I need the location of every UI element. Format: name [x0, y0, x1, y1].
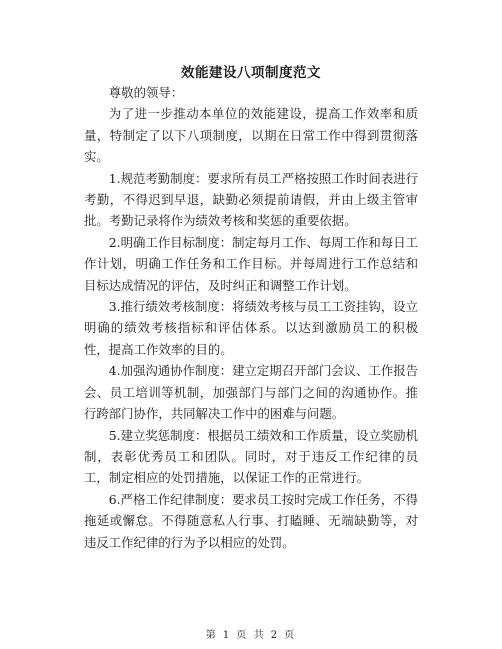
page-footer: 第 1 页 共 2 页 [205, 630, 297, 641]
document-body [84, 82, 418, 553]
item-paragraph-1: 1.规范考勤制度：要求所有员工严格按照工作时间表进行考勤，不得迟到早退，缺勤必须提前请假，并由上级主管审批。考勤记录将作为绩效考核和奖惩的重要依据。 [84, 170, 418, 229]
salutation: 尊敬的领导： [108, 85, 184, 100]
item-paragraph-4: 4.加强沟通协作制度：建立定期召开部门会议、工作报告会、员工培训等机制，加强部门与部门之间的沟通协作。推行跨部门协作，共同解决工作中的困难与问题。 [84, 363, 418, 422]
document-title: 效能建设八项制度范文 [181, 65, 321, 81]
item-paragraph-2: 2.明确工作目标制度：制定每月工作、每周工作和每日工作计划，明确工作任务和工作目标。并每周进行工作总结和目标达成情况的评估，及时纠正和调整工作计划。 [84, 234, 418, 293]
intro-paragraph: 为了进一步推动本单位的效能建设，提高工作效率和质量，特制定了以下八项制度，以期在日常工作中得到贯彻落实。 [84, 106, 418, 165]
item-paragraph-6: 6.严格工作纪律制度：要求员工按时完成工作任务，不得拖延或懈怠。不得随意私人行事、打瞌睡、无端缺勤等，对违反工作纪律的行为予以相应的处罚。 [84, 491, 418, 550]
item-paragraph-3: 3.推行绩效考核制度：将绩效考核与员工工资挂钩，设立明确的绩效考核指标和评估体系。以达到激励员工的积极性，提高工作效率的目的。 [84, 299, 418, 357]
item-paragraph-5: 5.建立奖惩制度：根据员工绩效和工作质量，设立奖励机制，表彰优秀员工和团队。同时，对于违反工作纪律的员工，制定相应的处罚措施，以保证工作的正常进行。 [84, 427, 418, 486]
